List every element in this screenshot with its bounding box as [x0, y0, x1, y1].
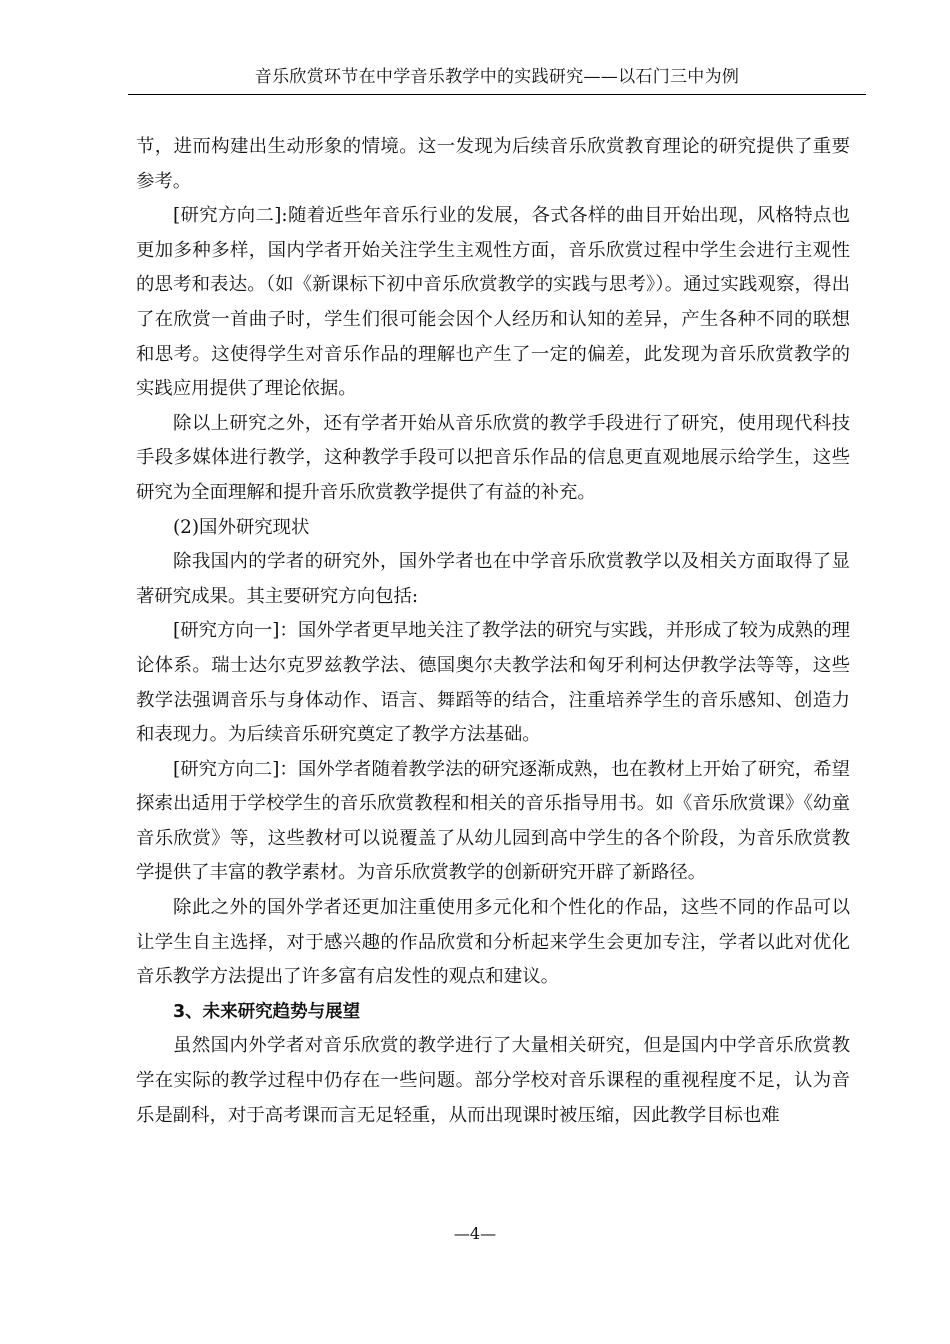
body-paragraph: [研究方向二]:随着近些年音乐行业的发展，各式各样的曲目开始出现，风格特点也更加多种多样，国内学者开始关注学生主观性方面，音乐欣赏过程中学生会进行主观性的思考和表达。（如《新课标下初中音乐欣赏教学的实践与思考》）。通过实践观察，得出了在欣赏一首曲子时，学生们很可能会因个人经历和认知的差异，产生各种不同的联想和思考。这使得学生对音乐作品的理解也产生了一定的偏差，此发现为音乐欣赏教学的实践应用提供了理论依据。: [136, 205, 850, 400]
header-title: 音乐欣赏环节在中学音乐教学中的实践研究——以石门三中为例: [254, 67, 740, 87]
document-body: [136, 130, 850, 1133]
body-paragraph: 除此之外的国外学者还更加注重使用多元化和个性化的作品，这些不同的作品可以让学生自主选择，对于感兴趣的作品欣赏和分析起来学生会更加专注，学者以此对优化音乐教学方法提出了许多富有启发性的观点和建议。: [136, 897, 850, 988]
body-paragraph: 节，进而构建出生动形象的情境。这一发现为后续音乐欣赏教育理论的研究提供了重要参考。: [136, 136, 850, 192]
body-paragraph: 除我国内的学者的研究外，国外学者也在中学音乐欣赏教学以及相关方面取得了显著研究成果。其主要研究方向包括:: [136, 551, 850, 607]
body-paragraph: 除以上研究之外，还有学者开始从音乐欣赏的教学手段进行了研究，使用现代科技手段多媒体进行教学，这种教学手段可以把音乐作品的信息更直观地展示给学生，这些研究为全面理解和提升音乐欣赏教学提供了有益的补充。: [136, 412, 850, 503]
body-paragraph: [研究方向一]：国外学者更早地关注了教学法的研究与实践，并形成了较为成熟的理论体系。瑞士达尔克罗兹教学法、德国奥尔夫教学法和匈牙利柯达伊教学法等等，这些教学法强调音乐与身体动作、语言、舞蹈等的结合，注重培养学生的音乐感知、创造力和表现力。为后续音乐研究奠定了教学方法基础。: [136, 620, 850, 746]
page-header: [128, 64, 866, 95]
body-paragraph: 虽然国内外学者对音乐欣赏的教学进行了大量相关研究，但是国内中学音乐欣赏教学在实际的教学过程中仍存在一些问题。部分学校对音乐课程的重视程度不足，认为音乐是副科，对于高考课而言无足轻重，从而出现课时被压缩，因此教学目标也难: [136, 1035, 850, 1126]
body-paragraph: [研究方向二]：国外学者随着教学法的研究逐渐成熟，也在教材上开始了研究，希望探索出适用于学校学生的音乐欣赏教程和相关的音乐指导用书。如《音乐欣赏课》《幼童音乐欣赏》等，这些教材可以说覆盖了从幼儿园到高中学生的各个阶段，为音乐欣赏教学提供了丰富的教学素材。为音乐欣赏教学的创新研究开辟了新路径。: [136, 758, 850, 884]
section-subheading: (2)国外研究现状: [173, 516, 310, 538]
page-number: —4—: [453, 1224, 497, 1243]
section-heading: 3、未来研究趋势与展望: [173, 1001, 361, 1022]
